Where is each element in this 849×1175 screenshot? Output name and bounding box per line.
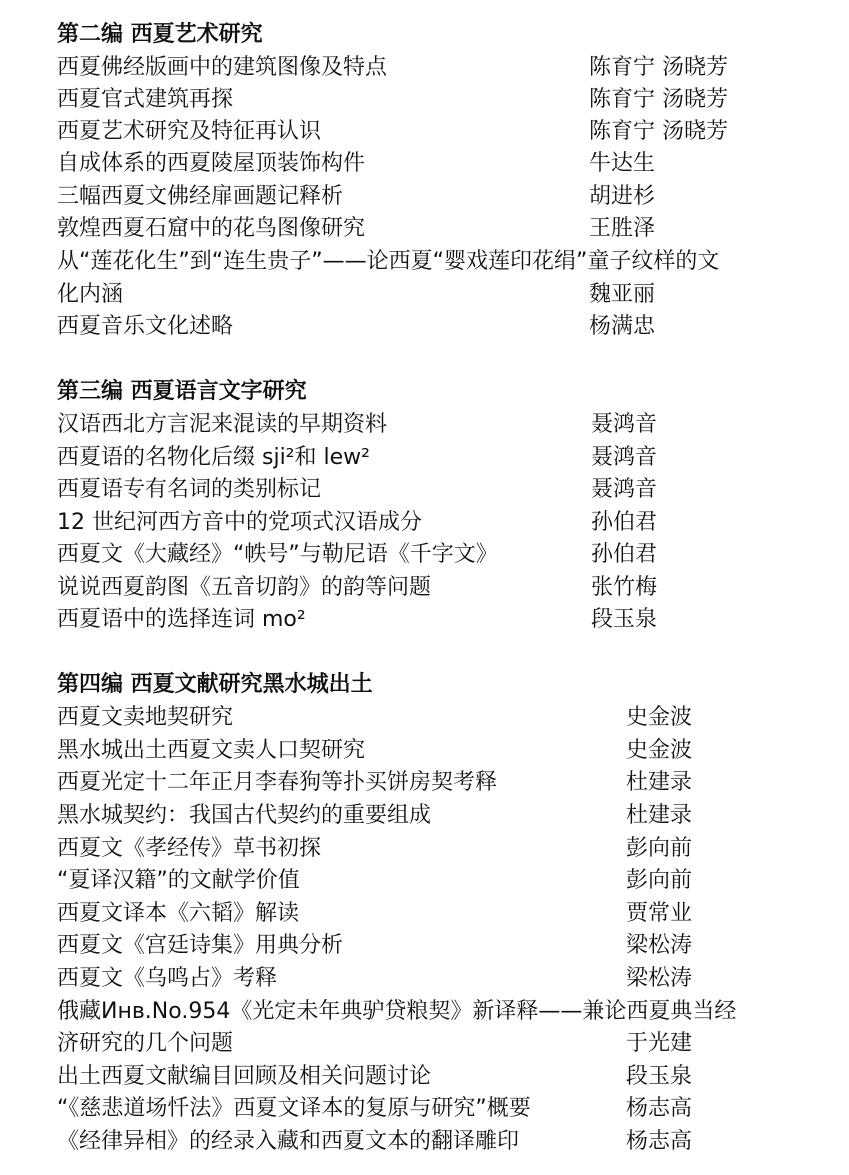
entry-author: 聂鸿音 (591, 445, 658, 470)
entry-title: 化内涵 (57, 282, 124, 307)
toc-entry (57, 539, 819, 571)
entry-title: 出土西夏文献编目回顾及相关问题讨论 (57, 1064, 432, 1089)
toc-entry (57, 279, 819, 311)
entry-author: 梁松涛 (626, 966, 693, 991)
entry-author: 杨志高 (626, 1096, 693, 1121)
entry-title: 西夏文《宫廷诗集》用典分析 (57, 933, 344, 958)
toc-entry (57, 963, 819, 995)
toc-entry (57, 507, 819, 539)
toc-entry (57, 833, 819, 865)
entry-title: 西夏艺术研究及特征再认识 (57, 119, 322, 144)
entry-author: 梁松涛 (626, 933, 693, 958)
entry-author: 杜建录 (626, 770, 693, 795)
entry-author: 陈育宁 汤晓芳 (589, 87, 728, 112)
toc-entry (57, 442, 819, 474)
toc-entry (57, 1028, 819, 1060)
toc-entry (57, 181, 819, 213)
toc-entry (57, 930, 819, 962)
toc-entry (57, 735, 819, 767)
toc-entry (57, 800, 819, 832)
entry-author: 陈育宁 汤晓芳 (589, 119, 728, 144)
toc-entry (57, 409, 819, 441)
toc-entry (57, 246, 819, 278)
entry-author: 彭向前 (626, 836, 693, 861)
entry-author: 张竹梅 (591, 575, 658, 600)
entry-author: 孙伯君 (591, 510, 658, 535)
toc-entry (57, 767, 819, 799)
entry-author: 史金波 (626, 705, 693, 730)
entry-title: “夏译汉籍”的文献学价值 (57, 868, 300, 893)
section-title: 第四编 西夏文献研究黑水城出土 (57, 672, 373, 697)
entry-author: 胡进杉 (589, 184, 656, 209)
toc-entry (57, 996, 819, 1028)
entry-title: 敦煌西夏石窟中的花鸟图像研究 (57, 216, 366, 241)
toc-entry (57, 311, 819, 343)
entry-title: 三幅西夏文佛经扉画题记释析 (57, 184, 344, 209)
toc-entry (57, 474, 819, 506)
entry-title: 西夏佛经版画中的建筑图像及特点 (57, 55, 388, 80)
entry-title: 西夏语中的选择连词 mo² (57, 607, 306, 632)
toc-entry (57, 604, 819, 636)
entry-title: 自成体系的西夏陵屋顶装饰构件 (57, 151, 366, 176)
entry-title: 黑水城出土西夏文卖人口契研究 (57, 738, 366, 763)
entry-title: 西夏文《乌鸣占》考释 (57, 966, 278, 991)
entry-title: 西夏音乐文化述略 (57, 314, 234, 339)
entry-title: 西夏文卖地契研究 (57, 705, 234, 730)
entry-title: “《慈悲道场忏法》西夏文译本的复原与研究”概要 (57, 1096, 531, 1121)
entry-author: 杨满忠 (589, 314, 656, 339)
entry-author: 聂鸿音 (591, 477, 658, 502)
section-title: 第三编 西夏语言文字研究 (57, 379, 307, 404)
entry-author: 牛达生 (589, 151, 656, 176)
section-title: 第二编 西夏艺术研究 (57, 22, 263, 47)
entry-title: 黑水城契约：我国古代契约的重要组成 (57, 803, 432, 828)
entry-author: 彭向前 (626, 868, 693, 893)
toc-entry (57, 1126, 819, 1158)
toc-entry (57, 865, 819, 897)
entry-author: 陈育宁 汤晓芳 (589, 55, 728, 80)
toc-entry (57, 572, 819, 604)
entry-author: 段玉泉 (591, 607, 658, 632)
entry-title: 说说西夏韵图《五音切韵》的韵等问题 (57, 575, 432, 600)
entry-author: 孙伯君 (591, 542, 658, 567)
toc-entry (57, 1061, 819, 1093)
toc-entry (57, 116, 819, 148)
entry-title: 西夏官式建筑再探 (57, 87, 234, 112)
entry-title: 俄藏Инв.No.954《光定未年典驴贷粮契》新译释——兼论西夏典当经 (57, 999, 737, 1024)
entry-title: 西夏语的名物化后缀 sji²和 lew² (57, 445, 370, 470)
entry-title: 济研究的几个问题 (57, 1031, 234, 1056)
entry-title: 西夏文译本《六韬》解读 (57, 901, 300, 926)
entry-author: 段玉泉 (626, 1064, 693, 1089)
entry-author: 贾常业 (626, 901, 693, 926)
entry-title: 《经律异相》的经录入藏和西夏文本的翻译雕印 (57, 1129, 520, 1154)
entry-author: 魏亚丽 (589, 282, 656, 307)
toc-entry (57, 148, 819, 180)
entry-title: 西夏光定十二年正月李春狗等扑买饼房契考释 (57, 770, 498, 795)
toc-entry (57, 702, 819, 734)
entry-author: 于光建 (626, 1031, 693, 1056)
entry-title: 汉语西北方言泥来混读的早期资料 (57, 412, 388, 437)
entry-title: 从“莲花化生”到“连生贵子”——论西夏“婴戏莲印花绢”童子纹样的文 (57, 249, 720, 274)
entry-author: 王胜泽 (589, 216, 656, 241)
toc-entry (57, 213, 819, 245)
toc-entry (57, 898, 819, 930)
entry-author: 杨志高 (626, 1129, 693, 1154)
entry-author: 杜建录 (626, 803, 693, 828)
entry-title: 西夏文《大藏经》“帙号”与勒尼语《千字文》 (57, 542, 498, 567)
entry-title: 12 世纪河西方音中的党项式汉语成分 (57, 510, 422, 535)
entry-author: 聂鸿音 (591, 412, 658, 437)
toc-entry (57, 1093, 819, 1125)
toc-entry (57, 84, 819, 116)
entry-author: 史金波 (626, 738, 693, 763)
entry-title: 西夏语专有名词的类别标记 (57, 477, 322, 502)
toc-entry (57, 52, 819, 84)
entry-title: 西夏文《孝经传》草书初探 (57, 836, 322, 861)
